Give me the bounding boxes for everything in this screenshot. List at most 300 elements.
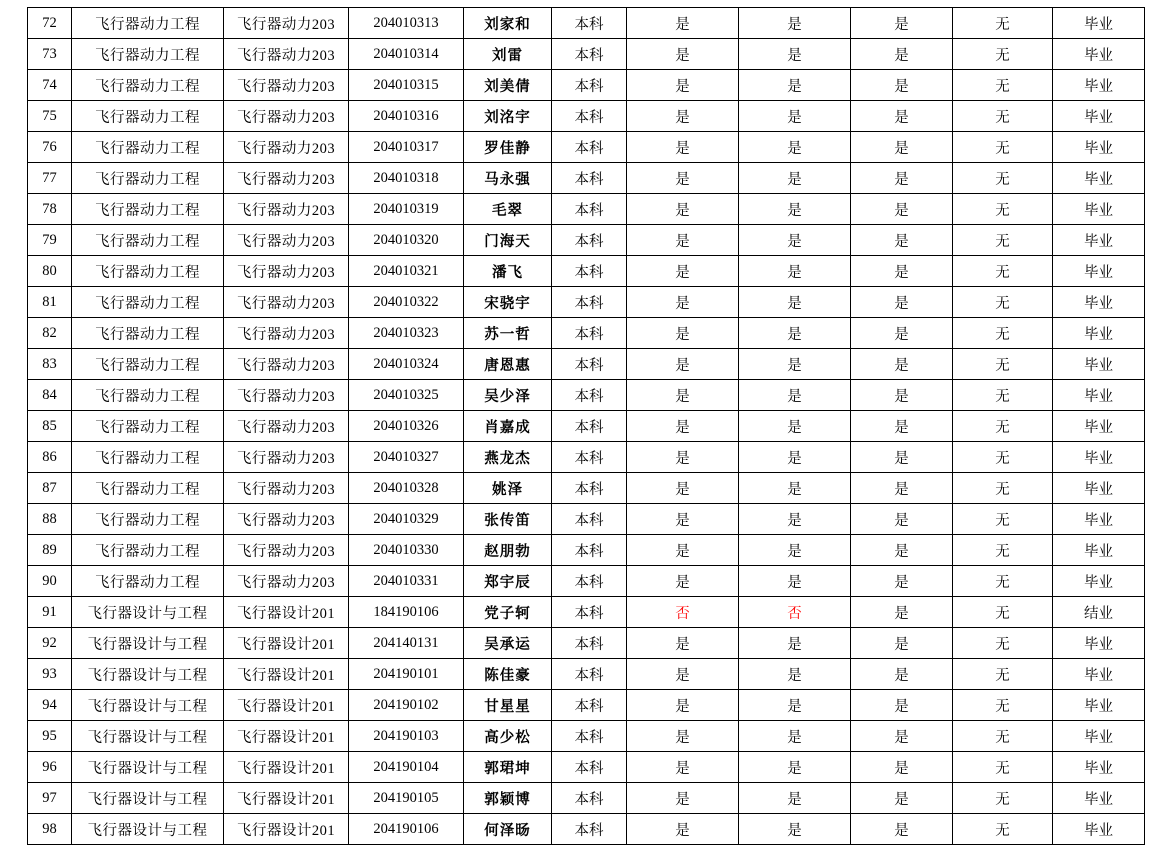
cell-f4: 无: [953, 163, 1053, 194]
cell-f2: 是: [739, 535, 851, 566]
cell-major: 飞行器动力工程: [72, 194, 224, 225]
cell-f3: 是: [851, 535, 953, 566]
cell-name: 姚泽: [464, 473, 552, 504]
cell-f1: 是: [627, 132, 739, 163]
cell-sid: 204010318: [349, 163, 464, 194]
cell-f4: 无: [953, 566, 1053, 597]
cell-f2: 是: [739, 690, 851, 721]
cell-f2: 是: [739, 504, 851, 535]
cell-idx: 72: [28, 8, 72, 39]
cell-class: 飞行器设计201: [224, 659, 349, 690]
cell-result: 毕业: [1053, 70, 1145, 101]
cell-f2: 是: [739, 101, 851, 132]
cell-f2: 是: [739, 8, 851, 39]
cell-result: 毕业: [1053, 225, 1145, 256]
cell-name: 宋骁宇: [464, 287, 552, 318]
cell-result: 毕业: [1053, 535, 1145, 566]
cell-f2: 是: [739, 752, 851, 783]
cell-class: 飞行器动力203: [224, 132, 349, 163]
cell-sid: 204190106: [349, 814, 464, 845]
cell-sid: 204010329: [349, 504, 464, 535]
table-row: [28, 535, 1145, 566]
cell-f4: 无: [953, 473, 1053, 504]
cell-class: 飞行器动力203: [224, 287, 349, 318]
cell-f2: 是: [739, 659, 851, 690]
cell-name: 高少松: [464, 721, 552, 752]
cell-class: 飞行器动力203: [224, 473, 349, 504]
cell-sid: 184190106: [349, 597, 464, 628]
table-row: [28, 349, 1145, 380]
cell-sid: 204010322: [349, 287, 464, 318]
cell-f1: 是: [627, 70, 739, 101]
cell-f4: 无: [953, 287, 1053, 318]
cell-idx: 87: [28, 473, 72, 504]
cell-sid: 204010326: [349, 411, 464, 442]
cell-name: 刘美倩: [464, 70, 552, 101]
cell-name: 毛翠: [464, 194, 552, 225]
cell-sid: 204010320: [349, 225, 464, 256]
cell-f1: 是: [627, 318, 739, 349]
cell-level: 本科: [552, 442, 627, 473]
cell-name: 马永强: [464, 163, 552, 194]
cell-level: 本科: [552, 287, 627, 318]
cell-class: 飞行器动力203: [224, 163, 349, 194]
cell-f1: 是: [627, 39, 739, 70]
cell-sid: 204010316: [349, 101, 464, 132]
cell-f3: 是: [851, 380, 953, 411]
cell-idx: 93: [28, 659, 72, 690]
cell-major: 飞行器动力工程: [72, 411, 224, 442]
cell-f2: 是: [739, 70, 851, 101]
cell-major: 飞行器设计与工程: [72, 721, 224, 752]
cell-class: 飞行器动力203: [224, 101, 349, 132]
cell-result: 毕业: [1053, 566, 1145, 597]
cell-idx: 75: [28, 101, 72, 132]
cell-f1: 是: [627, 814, 739, 845]
cell-class: 飞行器动力203: [224, 566, 349, 597]
cell-f4: 无: [953, 442, 1053, 473]
cell-name: 刘家和: [464, 8, 552, 39]
cell-level: 本科: [552, 814, 627, 845]
cell-idx: 98: [28, 814, 72, 845]
cell-f4: 无: [953, 690, 1053, 721]
cell-major: 飞行器动力工程: [72, 287, 224, 318]
cell-idx: 73: [28, 39, 72, 70]
cell-level: 本科: [552, 597, 627, 628]
cell-idx: 96: [28, 752, 72, 783]
cell-f3: 是: [851, 163, 953, 194]
cell-sid: 204010319: [349, 194, 464, 225]
cell-sid: 204190102: [349, 690, 464, 721]
cell-f3: 是: [851, 411, 953, 442]
cell-result: 毕业: [1053, 628, 1145, 659]
cell-idx: 84: [28, 380, 72, 411]
cell-class: 飞行器动力203: [224, 504, 349, 535]
cell-result: 毕业: [1053, 349, 1145, 380]
cell-level: 本科: [552, 690, 627, 721]
cell-class: 飞行器动力203: [224, 225, 349, 256]
cell-result: 毕业: [1053, 256, 1145, 287]
cell-level: 本科: [552, 194, 627, 225]
cell-f2: 是: [739, 132, 851, 163]
table-row: [28, 814, 1145, 845]
cell-class: 飞行器动力203: [224, 411, 349, 442]
cell-idx: 79: [28, 225, 72, 256]
cell-f3: 是: [851, 349, 953, 380]
cell-f4: 无: [953, 39, 1053, 70]
cell-level: 本科: [552, 163, 627, 194]
cell-major: 飞行器动力工程: [72, 39, 224, 70]
cell-f3: 是: [851, 132, 953, 163]
cell-f2: 是: [739, 287, 851, 318]
cell-class: 飞行器设计201: [224, 783, 349, 814]
cell-result: 毕业: [1053, 659, 1145, 690]
cell-name: 郭珺坤: [464, 752, 552, 783]
cell-major: 飞行器动力工程: [72, 70, 224, 101]
cell-name: 赵朋勃: [464, 535, 552, 566]
cell-f1: 是: [627, 8, 739, 39]
cell-sid: 204010324: [349, 349, 464, 380]
cell-result: 毕业: [1053, 721, 1145, 752]
cell-f1: 是: [627, 690, 739, 721]
cell-class: 飞行器动力203: [224, 194, 349, 225]
cell-major: 飞行器动力工程: [72, 318, 224, 349]
cell-name: 苏一哲: [464, 318, 552, 349]
cell-level: 本科: [552, 256, 627, 287]
cell-class: 飞行器动力203: [224, 349, 349, 380]
cell-class: 飞行器设计201: [224, 628, 349, 659]
cell-sid: 204010325: [349, 380, 464, 411]
table-row: [28, 597, 1145, 628]
cell-level: 本科: [552, 70, 627, 101]
cell-f1: 是: [627, 535, 739, 566]
cell-major: 飞行器设计与工程: [72, 783, 224, 814]
cell-f4: 无: [953, 721, 1053, 752]
table-row: [28, 783, 1145, 814]
cell-major: 飞行器动力工程: [72, 101, 224, 132]
cell-f1: 是: [627, 349, 739, 380]
table-row: [28, 690, 1145, 721]
cell-name: 何泽旸: [464, 814, 552, 845]
cell-class: 飞行器设计201: [224, 814, 349, 845]
cell-level: 本科: [552, 752, 627, 783]
cell-result: 毕业: [1053, 318, 1145, 349]
cell-f3: 是: [851, 473, 953, 504]
cell-f4: 无: [953, 349, 1053, 380]
cell-name: 甘星星: [464, 690, 552, 721]
cell-f4: 无: [953, 380, 1053, 411]
cell-f1: 是: [627, 256, 739, 287]
cell-sid: 204010314: [349, 39, 464, 70]
cell-name: 肖嘉成: [464, 411, 552, 442]
table-row: [28, 659, 1145, 690]
cell-idx: 90: [28, 566, 72, 597]
cell-sid: 204190104: [349, 752, 464, 783]
cell-name: 陈佳豪: [464, 659, 552, 690]
cell-f3: 是: [851, 504, 953, 535]
cell-result: 毕业: [1053, 411, 1145, 442]
cell-major: 飞行器动力工程: [72, 349, 224, 380]
cell-major: 飞行器设计与工程: [72, 659, 224, 690]
cell-major: 飞行器设计与工程: [72, 628, 224, 659]
document-page: [0, 7, 1170, 839]
cell-f2: 是: [739, 194, 851, 225]
cell-level: 本科: [552, 473, 627, 504]
cell-f2: 是: [739, 721, 851, 752]
cell-name: 唐恩惠: [464, 349, 552, 380]
cell-result: 毕业: [1053, 132, 1145, 163]
cell-f1: 是: [627, 752, 739, 783]
cell-name: 郑宇辰: [464, 566, 552, 597]
cell-class: 飞行器动力203: [224, 256, 349, 287]
cell-f4: 无: [953, 814, 1053, 845]
cell-level: 本科: [552, 721, 627, 752]
cell-major: 飞行器动力工程: [72, 380, 224, 411]
table-row: [28, 132, 1145, 163]
cell-f2: 是: [739, 411, 851, 442]
cell-sid: 204140131: [349, 628, 464, 659]
cell-f3: 是: [851, 690, 953, 721]
cell-result: 毕业: [1053, 504, 1145, 535]
cell-major: 飞行器设计与工程: [72, 597, 224, 628]
cell-name: 郭颖博: [464, 783, 552, 814]
cell-f3: 是: [851, 194, 953, 225]
cell-result: 结业: [1053, 597, 1145, 628]
cell-major: 飞行器设计与工程: [72, 814, 224, 845]
cell-name: 刘洺宇: [464, 101, 552, 132]
cell-idx: 82: [28, 318, 72, 349]
cell-level: 本科: [552, 566, 627, 597]
cell-level: 本科: [552, 628, 627, 659]
cell-f1: 是: [627, 628, 739, 659]
cell-major: 飞行器动力工程: [72, 225, 224, 256]
cell-idx: 85: [28, 411, 72, 442]
cell-class: 飞行器设计201: [224, 597, 349, 628]
cell-result: 毕业: [1053, 287, 1145, 318]
cell-result: 毕业: [1053, 690, 1145, 721]
student-graduation-table: [27, 7, 1145, 845]
cell-f3: 是: [851, 225, 953, 256]
cell-f3: 是: [851, 783, 953, 814]
cell-result: 毕业: [1053, 101, 1145, 132]
cell-f4: 无: [953, 535, 1053, 566]
cell-idx: 94: [28, 690, 72, 721]
cell-f4: 无: [953, 411, 1053, 442]
cell-idx: 74: [28, 70, 72, 101]
cell-level: 本科: [552, 535, 627, 566]
cell-class: 飞行器设计201: [224, 752, 349, 783]
cell-level: 本科: [552, 504, 627, 535]
table-row: [28, 256, 1145, 287]
cell-sid: 204010315: [349, 70, 464, 101]
cell-f4: 无: [953, 783, 1053, 814]
cell-sid: 204010321: [349, 256, 464, 287]
cell-f4: 无: [953, 8, 1053, 39]
table-row: [28, 628, 1145, 659]
table-row: [28, 70, 1145, 101]
cell-idx: 83: [28, 349, 72, 380]
cell-f4: 无: [953, 628, 1053, 659]
table-row: [28, 380, 1145, 411]
cell-name: 张传笛: [464, 504, 552, 535]
cell-class: 飞行器动力203: [224, 535, 349, 566]
cell-f3: 是: [851, 70, 953, 101]
cell-idx: 89: [28, 535, 72, 566]
cell-name: 吴承运: [464, 628, 552, 659]
cell-name: 党子轲: [464, 597, 552, 628]
cell-f1: 是: [627, 287, 739, 318]
cell-f4: 无: [953, 194, 1053, 225]
cell-sid: 204010317: [349, 132, 464, 163]
cell-f1: 否: [627, 597, 739, 628]
cell-class: 飞行器动力203: [224, 442, 349, 473]
cell-f1: 是: [627, 442, 739, 473]
cell-f2: 是: [739, 163, 851, 194]
table-row: [28, 473, 1145, 504]
cell-sid: 204190101: [349, 659, 464, 690]
cell-f3: 是: [851, 659, 953, 690]
cell-f3: 是: [851, 8, 953, 39]
cell-sid: 204010328: [349, 473, 464, 504]
table-row: [28, 411, 1145, 442]
cell-f2: 否: [739, 597, 851, 628]
table-row: [28, 225, 1145, 256]
cell-result: 毕业: [1053, 163, 1145, 194]
cell-f4: 无: [953, 101, 1053, 132]
cell-idx: 92: [28, 628, 72, 659]
cell-sid: 204190103: [349, 721, 464, 752]
cell-f4: 无: [953, 132, 1053, 163]
cell-f3: 是: [851, 628, 953, 659]
cell-f1: 是: [627, 473, 739, 504]
cell-f1: 是: [627, 504, 739, 535]
table-row: [28, 8, 1145, 39]
cell-f3: 是: [851, 318, 953, 349]
cell-result: 毕业: [1053, 752, 1145, 783]
cell-f4: 无: [953, 70, 1053, 101]
cell-class: 飞行器动力203: [224, 8, 349, 39]
cell-level: 本科: [552, 349, 627, 380]
cell-level: 本科: [552, 318, 627, 349]
cell-f2: 是: [739, 256, 851, 287]
cell-idx: 91: [28, 597, 72, 628]
cell-f1: 是: [627, 163, 739, 194]
cell-f2: 是: [739, 628, 851, 659]
cell-idx: 88: [28, 504, 72, 535]
cell-name: 潘飞: [464, 256, 552, 287]
cell-major: 飞行器动力工程: [72, 163, 224, 194]
cell-f2: 是: [739, 566, 851, 597]
cell-f3: 是: [851, 566, 953, 597]
cell-major: 飞行器动力工程: [72, 442, 224, 473]
table-row: [28, 194, 1145, 225]
cell-f3: 是: [851, 256, 953, 287]
cell-f3: 是: [851, 814, 953, 845]
cell-sid: 204010330: [349, 535, 464, 566]
cell-level: 本科: [552, 39, 627, 70]
table-row: [28, 752, 1145, 783]
cell-class: 飞行器设计201: [224, 721, 349, 752]
cell-result: 毕业: [1053, 814, 1145, 845]
cell-f3: 是: [851, 597, 953, 628]
cell-f1: 是: [627, 380, 739, 411]
cell-f4: 无: [953, 752, 1053, 783]
cell-class: 飞行器动力203: [224, 380, 349, 411]
cell-f3: 是: [851, 721, 953, 752]
cell-name: 燕龙杰: [464, 442, 552, 473]
cell-class: 飞行器设计201: [224, 690, 349, 721]
cell-level: 本科: [552, 132, 627, 163]
table-row: [28, 566, 1145, 597]
cell-f1: 是: [627, 411, 739, 442]
table-row: [28, 163, 1145, 194]
cell-result: 毕业: [1053, 39, 1145, 70]
table-row: [28, 101, 1145, 132]
cell-major: 飞行器动力工程: [72, 473, 224, 504]
cell-f2: 是: [739, 225, 851, 256]
table-row: [28, 318, 1145, 349]
cell-idx: 77: [28, 163, 72, 194]
cell-level: 本科: [552, 8, 627, 39]
cell-major: 飞行器动力工程: [72, 535, 224, 566]
cell-major: 飞行器设计与工程: [72, 690, 224, 721]
cell-sid: 204190105: [349, 783, 464, 814]
cell-result: 毕业: [1053, 380, 1145, 411]
cell-f4: 无: [953, 597, 1053, 628]
cell-f2: 是: [739, 318, 851, 349]
cell-f4: 无: [953, 659, 1053, 690]
cell-idx: 76: [28, 132, 72, 163]
cell-f1: 是: [627, 225, 739, 256]
cell-class: 飞行器动力203: [224, 39, 349, 70]
cell-result: 毕业: [1053, 8, 1145, 39]
cell-f2: 是: [739, 442, 851, 473]
cell-f2: 是: [739, 814, 851, 845]
cell-f3: 是: [851, 287, 953, 318]
cell-f4: 无: [953, 256, 1053, 287]
table-row: [28, 39, 1145, 70]
cell-level: 本科: [552, 225, 627, 256]
cell-idx: 78: [28, 194, 72, 225]
cell-major: 飞行器动力工程: [72, 8, 224, 39]
cell-class: 飞行器动力203: [224, 70, 349, 101]
cell-idx: 80: [28, 256, 72, 287]
cell-f2: 是: [739, 473, 851, 504]
cell-f1: 是: [627, 566, 739, 597]
cell-level: 本科: [552, 101, 627, 132]
cell-idx: 81: [28, 287, 72, 318]
cell-level: 本科: [552, 659, 627, 690]
table-row: [28, 442, 1145, 473]
cell-f3: 是: [851, 39, 953, 70]
cell-idx: 86: [28, 442, 72, 473]
cell-result: 毕业: [1053, 442, 1145, 473]
table-row: [28, 287, 1145, 318]
cell-f4: 无: [953, 318, 1053, 349]
cell-f1: 是: [627, 659, 739, 690]
cell-major: 飞行器动力工程: [72, 256, 224, 287]
table-body: [28, 8, 1145, 845]
cell-class: 飞行器动力203: [224, 318, 349, 349]
cell-result: 毕业: [1053, 473, 1145, 504]
cell-idx: 95: [28, 721, 72, 752]
cell-level: 本科: [552, 411, 627, 442]
cell-name: 刘雷: [464, 39, 552, 70]
cell-f2: 是: [739, 39, 851, 70]
cell-f3: 是: [851, 752, 953, 783]
table-row: [28, 721, 1145, 752]
cell-sid: 204010313: [349, 8, 464, 39]
